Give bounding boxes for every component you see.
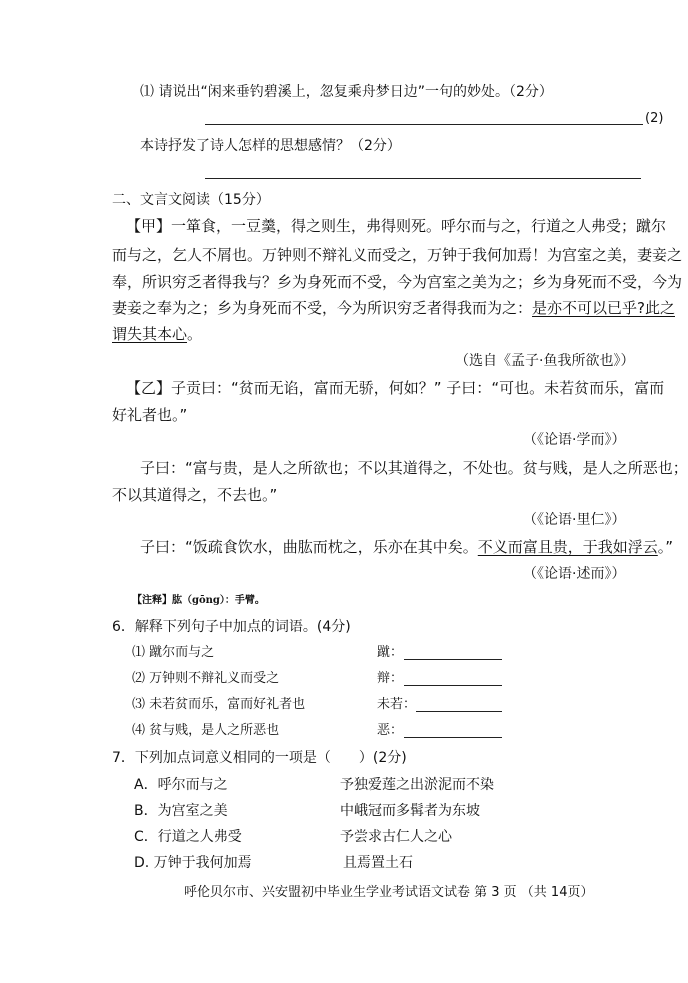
passage-jia-line-3: 奉，所识穷乏者得我与？乡为身死而不受，今为宫室之美为之；乡为身死而不受，今为 — [112, 273, 683, 291]
q6-item-3-answer-line[interactable] — [416, 711, 502, 712]
q7-option-c-right: 予尝求古仁人之心 — [340, 829, 452, 845]
passage-jia-line-5-end: 。 — [187, 325, 203, 343]
source-mengzi: （选自《孟子·鱼我所欲也》） — [455, 353, 635, 369]
q6-item-1-word: 蹴： — [377, 645, 404, 660]
section-heading: 二、文言文阅读（15分） — [112, 192, 270, 208]
q6-item-4-word: 恶： — [377, 723, 404, 738]
poem-question-1: ⑴ 请说出“闲来垂钓碧溪上，忽复乘舟梦日边”一句的妙处。（2分） — [140, 84, 553, 100]
answer-line-q1[interactable] — [205, 124, 643, 125]
q7-option-d-right: 且焉置土石 — [343, 855, 413, 871]
q6-item-2: ⑵ 万钟则不辩礼义而受之 — [132, 671, 280, 686]
passage-yi-p2-line-2: 不以其道得之，不去也。” — [112, 486, 278, 504]
passage-jia-line-1: 【甲】一箪食，一豆羹，得之则生，弗得则死。呼尔而与之，行道之人弗受；蹴尔 — [126, 217, 667, 235]
poem-question-1-side-mark: (2) — [645, 111, 664, 126]
q7-option-b-left[interactable]: B．为宫室之美 — [134, 803, 228, 819]
passage-yi-p1-line-1: 【乙】子贡曰：“贫而无谄，富而无骄，何如？” 子曰：“可也。未若贫而乐，富而 — [126, 379, 665, 397]
q6-item-4: ⑷ 贫与贱，是人之所恶也 — [132, 723, 280, 738]
passage-yi-p2-line-1: 子曰：“富与贵，是人之所欲也；不以其道得之，不处也。贫与贱，是人之所恶也； — [140, 459, 688, 477]
passage-jia-line-4-text: 妻妾之奉为之；乡为身死而不受，今为所识穷乏者得我而为之： — [112, 299, 533, 317]
q7-option-a-left[interactable]: A．呼尔而与之 — [134, 777, 228, 793]
q6-item-1-answer-line[interactable] — [404, 659, 502, 660]
q6-title: 6．解释下列句子中加点的词语。(4分) — [112, 619, 351, 635]
passage-jia-line-4 — [112, 298, 675, 318]
q6-item-4-answer-line[interactable] — [404, 737, 502, 738]
q7-title: 7．下列加点词意义相同的一项是（ ）(2分) — [112, 750, 407, 766]
q6-item-3-word: 未若： — [377, 697, 417, 712]
q6-item-3: ⑶ 未若贫而乐，富而好礼者也 — [132, 697, 306, 712]
passage-yi-p3-end: 。” — [657, 538, 674, 556]
underlined-sentence-part-2: 谓失其本心 — [112, 325, 188, 343]
underlined-sentence-part-1: 是亦不可以已乎?此之 — [532, 299, 675, 317]
passage-yi-p1-line-2: 好礼者也。” — [112, 406, 188, 424]
passage-jia-line-2: 而与之，乞人不屑也。万钟则不辩礼义而受之，万钟于我何加焉！为宫室之美，妻妾之 — [112, 246, 683, 264]
q7-option-c-left[interactable]: C．行道之人弗受 — [134, 829, 242, 845]
q7-option-b-right: 中峨冠而多髯者为东坡 — [340, 803, 480, 819]
page-footer: 呼伦贝尔市、兴安盟初中毕业生学业考试语文试卷 第 3 页 （共 14页） — [184, 885, 594, 900]
passage-yi-p3-text: 子曰：“饭疏食饮水，曲肱而枕之，乐亦在其中矣。 — [140, 538, 478, 556]
poem-question-2: 本诗抒发了诗人怎样的思想感情？（2分） — [140, 138, 401, 154]
q6-item-2-word: 辩： — [377, 671, 404, 686]
passage-jia-line-5 — [112, 324, 202, 344]
source-xueer: （《论语·学而》） — [523, 432, 626, 448]
q6-item-2-answer-line[interactable] — [404, 685, 502, 686]
passage-yi-p3 — [140, 537, 673, 557]
q6-item-1: ⑴ 蹴尔而与之 — [132, 645, 215, 660]
source-shuer: （《论语·述而》） — [523, 566, 626, 582]
q7-option-a-right: 予独爱莲之出淤泥而不染 — [340, 777, 494, 793]
annotation-note: 【注释】肱（gōng）：手臂。 — [132, 595, 265, 606]
answer-line-q2[interactable] — [205, 178, 641, 179]
underlined-sentence-yi: 不义而富且贵，于我如浮云 — [477, 538, 658, 556]
source-liren: （《论语·里仁》） — [523, 512, 626, 528]
q7-option-d-left[interactable]: D. 万钟于我何加焉 — [134, 855, 252, 871]
